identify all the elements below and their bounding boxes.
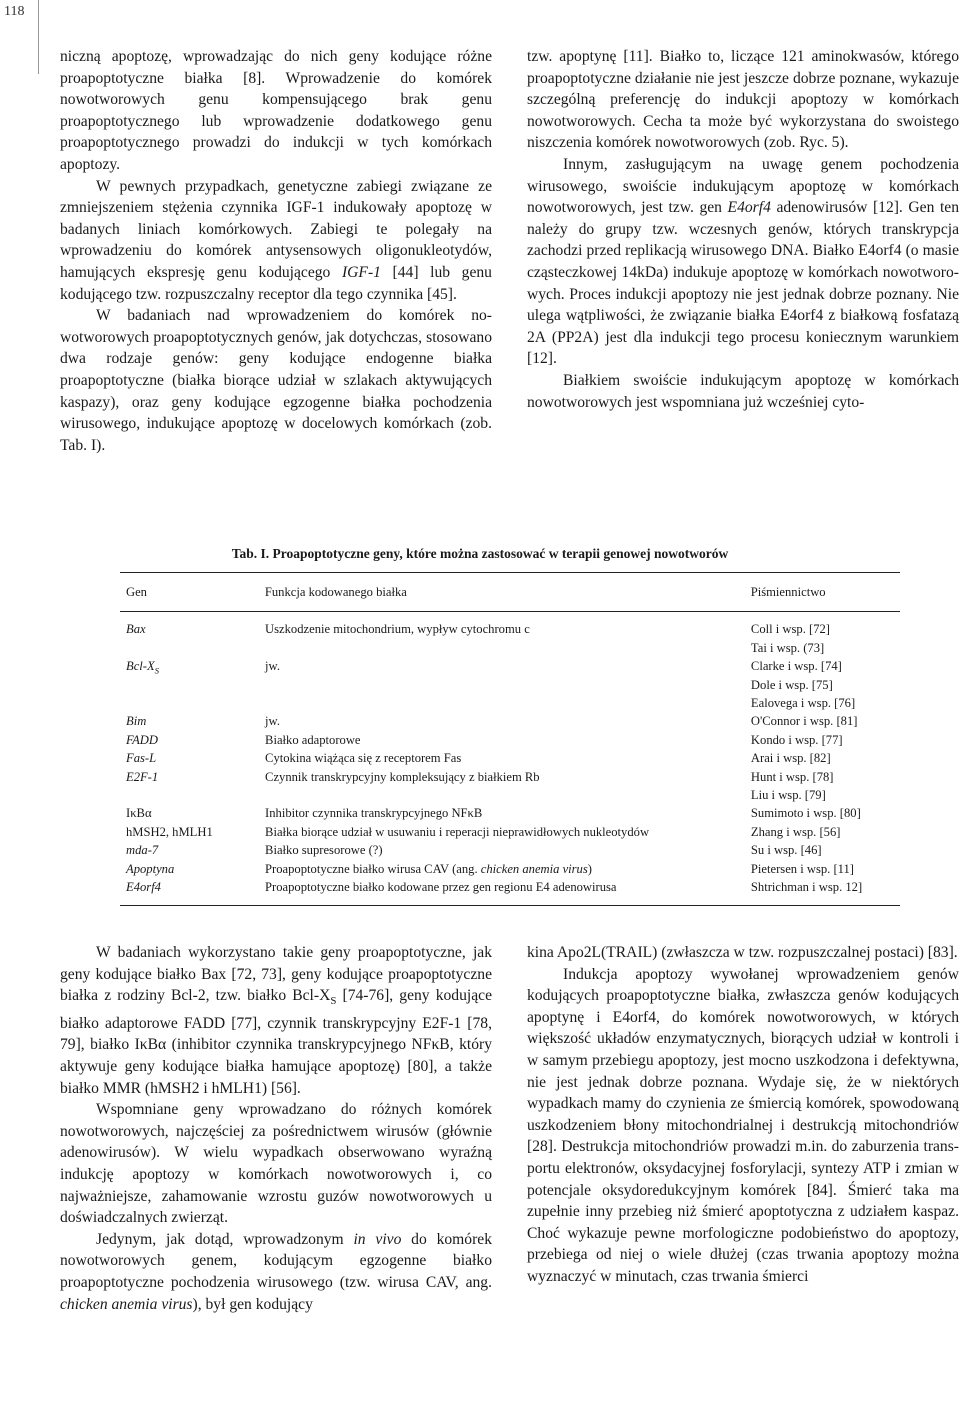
table-row <box>120 749 900 767</box>
gene-cell: Bim <box>126 714 147 729</box>
header-rule <box>38 0 39 74</box>
paragraph: Wspomniane geny wprowadzano do różnych komórek nowotworowych, najczęściej za pośrednictwem wirusów (głównie adenowirusów). W wielu wypadkach obserwowano wyraźną indukcję apoptozy w komórkach nowotworowych i, co najważniejsze, zahamowanie wzrostu guzów nowotworowych u doświadczalnych zwierząt. <box>60 1101 492 1227</box>
paragraph: niczną apoptozę, wprowadzając do nich geny kodujące różne proapoptotyczne białka [8]. Wprowadzenie do komórek nowotworowych genu kompensującego brak genu proapoptotycznego lub wprowadzenie dodatkowego genu proapoptotycznego prowadzi do indukcji w tych komórkach apoptozy. <box>60 48 492 173</box>
header-function: Funkcja kodowanego białka <box>264 585 407 599</box>
gene-cell: mda-7 <box>126 843 159 858</box>
paragraph: tzw. apoptynę [11]. Białko to, liczące 121 aminokwasów, którego proapoptotyczne działanie nie jest jeszcze dobrze poznane, wykazuje szczególną preferencję do indukcji apoptozy w komórkach nowotworowych. Cecha ta może być wykorzystana do swoistego niszczenia komórek nowotworowych (zob. Ryc. 5). <box>527 48 959 152</box>
function-cell: Białko adaptorowe <box>265 732 361 747</box>
gene-cell: IκBα <box>126 806 152 821</box>
reference-cell: Sumimoto i wsp. [80] <box>750 806 861 821</box>
gene-cell: Bcl-$X_S$ <box>126 659 160 676</box>
reference-cell: Clarke i wsp. [74] Dole i wsp. [75] Ealovega i wsp. [76] <box>750 659 856 711</box>
table-row <box>120 804 900 822</box>
header-references: Piśmiennictwo <box>750 585 826 599</box>
function-cell: Proapoptotyczne białko wirusa CAV (ang. chicken anemia virus) <box>265 861 592 876</box>
paragraph: kina Apo2L(TRAIL) (zwłaszcza w tzw. rozpuszczalnej postaci) [83]. <box>527 944 958 961</box>
table-row <box>120 768 900 805</box>
gene-cell: Bax <box>126 622 146 637</box>
table-row <box>120 860 900 878</box>
gene-cell: E4orf4 <box>126 880 161 895</box>
reference-cell: Zhang i wsp. [56] <box>750 824 841 839</box>
column-top-left <box>60 46 492 456</box>
reference-cell: Kondo i wsp. [77] <box>750 732 843 747</box>
function-cell: Białko supresorowe (?) <box>265 843 383 858</box>
paragraph: W badaniach wykorzystano takie geny proapoptotyczne, jak geny kodujące białko Bax [72, 73], geny kodujące proapoptotyczne białka z rodziny Bcl-2, tzw. białko Bcl-$X_S$ [74-76], geny kodujące białko adaptorowe FADD [77], czynnik transkrypcyjny E2F-1 [78, 79], białko IκBα (inhibitor czynnika transkrypcyjnego NFκB, który aktywuje geny kodujące białka hamujące apoptozę) [80], a także białko MMR (hMSH2 i hMLH1) [56]. <box>60 944 492 1097</box>
function-cell: Czynnik transkrypcyjny kompleksujący z białkiem Rb <box>265 769 540 784</box>
gene-cell: E2F-1 <box>126 769 159 784</box>
table-row <box>120 712 900 730</box>
column-top-right <box>527 46 959 413</box>
reference-cell: Pietersen i wsp. [11] <box>750 861 854 876</box>
gene-table <box>120 572 900 906</box>
table-caption: Tab. I. Proapoptotyczne geny, które można zastosować w terapii genowej nowotworów <box>231 546 729 561</box>
table <box>120 573 900 611</box>
paragraph: Białkiem swoiście indukującym apoptozę w komórkach nowotworowych jest wspomniana już wcześniej cyto- <box>527 371 959 411</box>
column-bottom-left <box>60 942 492 1315</box>
table-body <box>120 612 900 904</box>
table-row <box>120 657 900 712</box>
reference-cell: Hunt i wsp. [78] Liu i wsp. [79] <box>750 769 834 803</box>
reference-cell: O'Connor i wsp. [81] <box>750 714 858 729</box>
function-cell: Proapoptotyczne białko kodowane przez gen regionu E4 adenowirusa <box>265 880 617 895</box>
paragraph: Indukcja apoptozy wywołanej wprowadzeniem genów kodujących proapoptotyczne białka, zwłaszcza genów kodujących apoptynę i E4orf4, do komórek nowotworowych, w których większość układów enzymatycznych, biorących udział w kontroli i w samym przebiegu apoptozy, jest mocno uszkodzona i defektywna, nie jest jednak dobrze poznana. Wydaje się, że w niektórych wypadkach mamy do czynienia ze śmiercią komórek, spowodowaną uszkodzeniem błony mitochondrialnej i destrukcją mitochondriów [28]. Destrukcja mitochondriów prowadzi m.in. do zaburzenia transportu elektronów, oksydacyjnej fosforylacji, syntezy ATP i zmian w potencjale oksydoredukcyjnym komórek [84]. Śmierć taka ma zupełnie inny przebieg niż śmierć apoptotyczna z udziałem kaspaz. Choć wykazuje pewne morfologiczne podobieństwo do apoptozy, przebiega od niej o wiele dłużej (czas trwania apoptozy można wyznaczyć w minutach, czas trwania śmierci <box>527 965 959 1285</box>
header-gen: Gen <box>126 585 147 599</box>
table-header-row <box>120 573 900 611</box>
function-cell: jw. <box>265 659 280 674</box>
column-bottom-right <box>527 942 959 1288</box>
gene-name: IGF-1 <box>341 263 381 281</box>
reference-cell: Shtrichman i wsp. 12] <box>750 880 863 895</box>
gene-cell: FADD <box>126 732 158 747</box>
table-bottom-rule <box>120 905 900 906</box>
table-row <box>120 731 900 749</box>
gene-name: E4orf4 <box>727 199 771 217</box>
gene-cell: Fas-L <box>126 751 157 766</box>
paragraph: Innym, zasługującym na uwagę genem pochodzenia wirusowego, swoiście indukującym apoptozę w komórkach nowotworowych, jest tzw. gen E4orf4 adenowirusów [12]. Gen ten należy do grupy tzw. wczesnych genów, których transkrypcja zachodzi przed replikacją wirusowego DNA. Białko E4orf4 (o masie cząsteczkowej 14kDa) indukuje apoptozę w komórkach nowotworowych. Proces indukcji apoptozy nie jest jednak dobrze poznany. Nie ulega wątpliwości, że związanie białka E4orf4 z białkową fosfatazą 2A (PP2A) jest dla indukcji tego procesu koniecznym warunkiem [12]. <box>527 155 959 368</box>
reference-cell: Su i wsp. [46] <box>750 843 822 858</box>
gene-cell: Apoptyna <box>126 861 175 876</box>
reference-cell: Arai i wsp. [82] <box>750 751 831 766</box>
table-row <box>120 823 900 841</box>
page-number: 118 <box>4 4 25 19</box>
paragraph: W badaniach nad wprowadzeniem do komórek nowotworowych proapoptotycznych genów, jak dotychczas, stosowano dwa rodzaje genów: geny kodujące endogenne białka proapoptotyczne (białka biorące udział w szlakach aktywujących kaspazy), oraz geny kodujące egzogenne białka pochodzenia wirusowego, indukujące apoptozę w docelowych komórkach (zob. Tab. I). <box>60 307 492 454</box>
paragraph: W pewnych przypadkach, genetyczne zabiegi związane ze zmniejszeniem stężenia czynnika IGF-1 indukowały apoptozę w badanych liniach komórkowych. Zabiegi te polegały na wprowadzeniu do komórek antysensowych oligonukleotydów, hamujących ekspresję genu kodującego IGF-1 [44] lub genu kodującego tzw. rozpuszczalny receptor dla tego czynnika [45]. <box>60 177 492 303</box>
function-cell: Uszkodzenie mitochondrium, wypływ cytochromu c <box>265 622 530 637</box>
function-cell: jw. <box>265 714 280 729</box>
function-cell: Białka biorące udział w usuwaniu i reperacji nieprawidłowych nukleotydów <box>265 824 650 839</box>
gene-cell: hMSH2, hMLH1 <box>126 824 213 839</box>
paragraph: Jedynym, jak dotąd, wprowadzonym in vivo do komórek nowotworowych genem, kodującym egzogenne białko proapoptotyczne pochodzenia wirusowego (tzw. wirusa CAV, ang. chicken anemia virus), był gen kodujący <box>60 1230 492 1313</box>
function-cell: Inhibitor czynnika transkrypcyjnego NFκB <box>265 806 483 821</box>
table-row <box>120 841 900 859</box>
table-row <box>120 878 900 896</box>
reference-cell: Coll i wsp. [72] Tai i wsp. (73] <box>750 622 830 655</box>
table-row <box>120 620 900 657</box>
function-cell: Cytokina wiążąca się z receptorem Fas <box>265 751 462 766</box>
